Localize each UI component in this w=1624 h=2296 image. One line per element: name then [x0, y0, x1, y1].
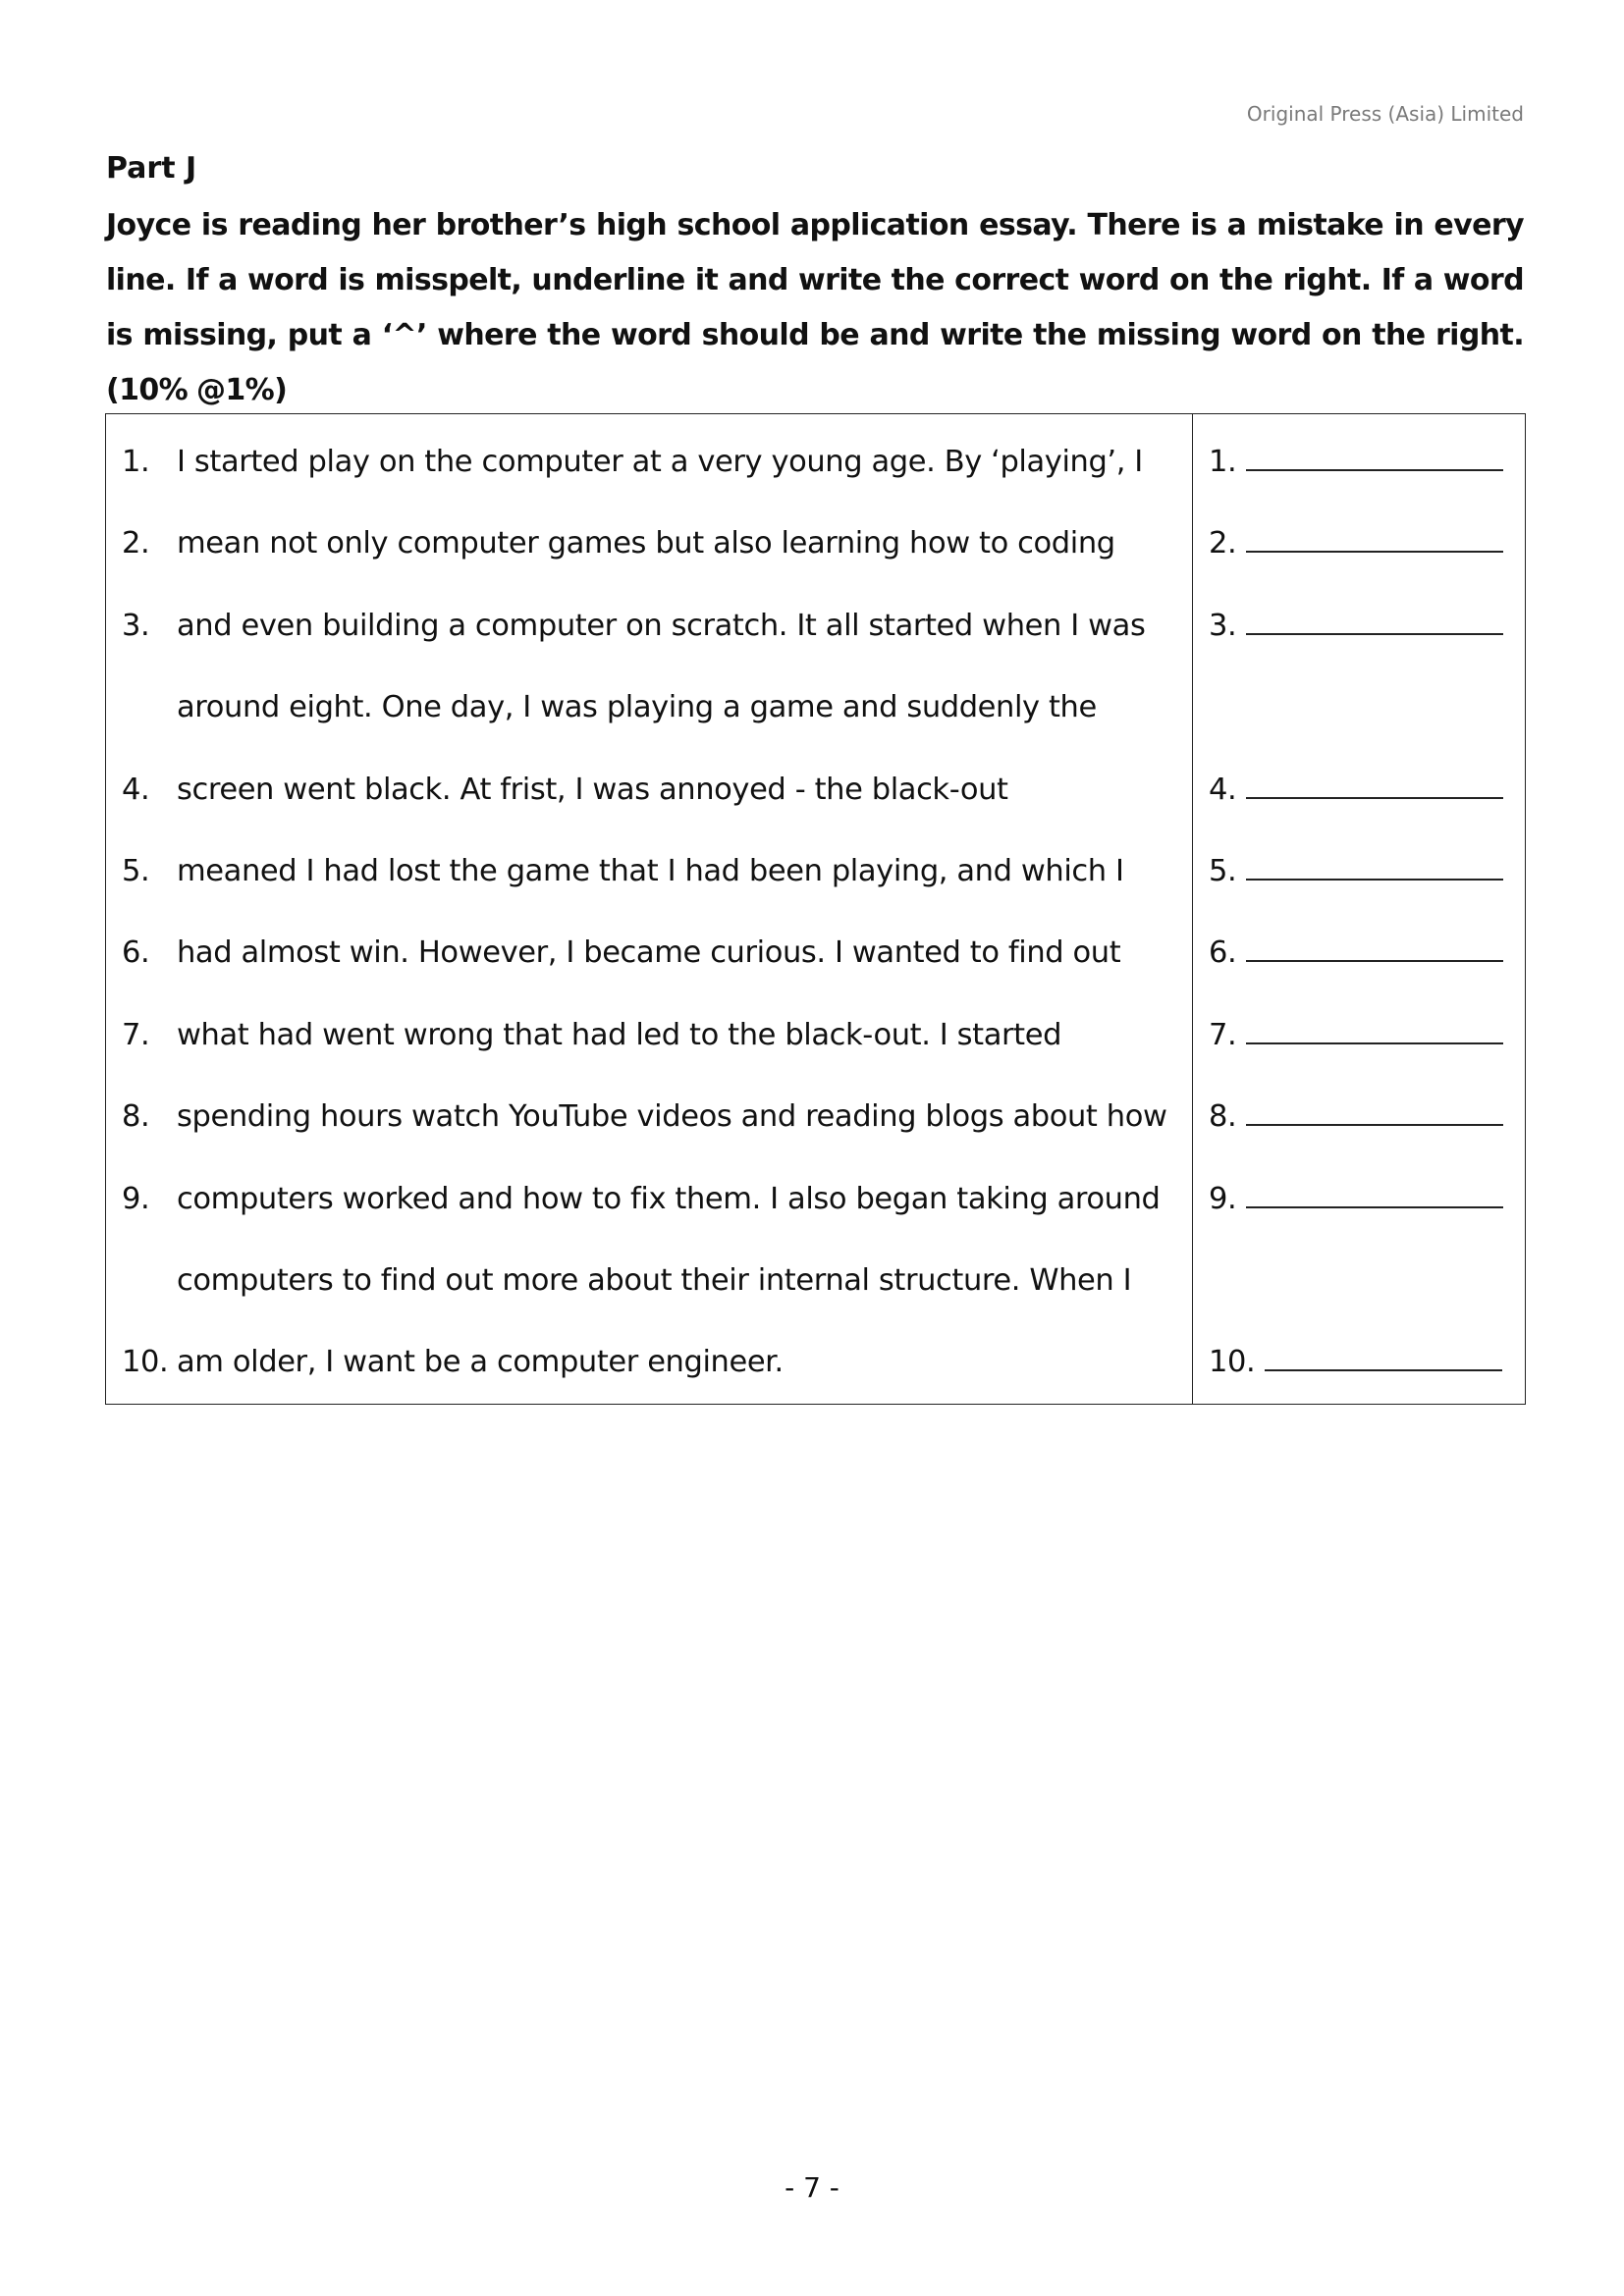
- line-number: 10.: [122, 1345, 169, 1380]
- essay-line: [106, 1240, 1192, 1321]
- answer-number: 7.: [1209, 1017, 1237, 1052]
- answer-blank[interactable]: [1265, 1346, 1502, 1371]
- answer-number: 1.: [1209, 445, 1237, 479]
- essay-line: [106, 830, 1192, 912]
- essay-line: [106, 421, 1192, 503]
- answer-blank[interactable]: [1246, 1183, 1503, 1208]
- answer-line: [1193, 421, 1525, 503]
- answer-number: 10.: [1209, 1345, 1256, 1380]
- line-text: around eight. One day, I was playing a game and suddenly the: [177, 690, 1097, 725]
- answer-blank[interactable]: [1246, 1019, 1503, 1044]
- page-number: - 7 -: [785, 2171, 839, 2204]
- publisher-name: Original Press (Asia) Limited: [1246, 102, 1524, 126]
- line-number: 6.: [122, 935, 150, 971]
- answer-blank[interactable]: [1246, 936, 1503, 962]
- line-number: 8.: [122, 1099, 150, 1135]
- essay-line: [106, 667, 1192, 748]
- essay-line: [106, 749, 1192, 830]
- line-text: meaned I had lost the game that I had been playing, and which I: [177, 853, 1124, 888]
- answer-line: [1193, 749, 1525, 830]
- essay-line: [106, 585, 1192, 667]
- line-number: 2.: [122, 526, 150, 561]
- answer-number: 5.: [1209, 853, 1237, 888]
- essay-line: [106, 994, 1192, 1076]
- line-text: what had went wrong that had led to the black-out. I started: [177, 1017, 1062, 1052]
- line-text: am older, I want be a computer engineer.: [177, 1345, 784, 1380]
- answer-number: 4.: [1209, 772, 1237, 807]
- line-number: 4.: [122, 772, 150, 807]
- answer-line: [1193, 1158, 1525, 1240]
- answer-line: [1193, 994, 1525, 1076]
- answer-line: [1193, 503, 1525, 584]
- essay-lines: [106, 421, 1192, 1404]
- answer-lines: [1193, 421, 1525, 1404]
- essay-line: [106, 1321, 1192, 1403]
- line-text: spending hours watch YouTube videos and reading blogs about how: [177, 1099, 1167, 1135]
- line-text: and even building a computer on scratch. It all started when I was: [177, 608, 1146, 643]
- essay-line: [106, 912, 1192, 993]
- answer-number: 2.: [1209, 526, 1237, 561]
- part-title: Part J: [106, 151, 197, 186]
- line-text: had almost win. However, I became curious. I wanted to find out: [177, 935, 1121, 971]
- answer-blank[interactable]: [1246, 446, 1503, 471]
- answer-line: [1193, 830, 1525, 912]
- answer-line: [1193, 1076, 1525, 1157]
- line-text: mean not only computer games but also learning how to coding: [177, 526, 1115, 561]
- answer-column: [1193, 414, 1526, 1405]
- instructions: Joyce is reading her brother’s high school application essay. There is a mistake in every line. If a word is misspelt, underline it and write the correct word on the right. If a word is missing, put a ‘^’ where the word should be and write the missing word on the right. (10% @1%): [106, 208, 1524, 407]
- answer-line: [1193, 1321, 1525, 1403]
- line-text: screen went black. At frist, I was annoyed - the black-out: [177, 772, 1008, 807]
- line-text: I started play on the computer at a very young age. By ‘playing’, I: [177, 445, 1143, 479]
- answer-line: [1193, 667, 1525, 748]
- answer-line: [1193, 1240, 1525, 1321]
- answer-number: 6.: [1209, 935, 1237, 971]
- line-number: 3.: [122, 608, 150, 643]
- answer-blank[interactable]: [1246, 855, 1503, 881]
- answer-blank[interactable]: [1246, 610, 1503, 635]
- exercise-table: [105, 413, 1526, 1405]
- answer-line: [1193, 912, 1525, 993]
- line-number: 7.: [122, 1017, 150, 1052]
- line-text: computers to find out more about their internal structure. When I: [177, 1262, 1132, 1298]
- answer-blank[interactable]: [1246, 774, 1503, 799]
- line-number: 1.: [122, 445, 150, 479]
- essay-line: [106, 1076, 1192, 1157]
- answer-blank[interactable]: [1246, 527, 1503, 553]
- answer-number: 3.: [1209, 608, 1237, 643]
- essay-column: [106, 414, 1193, 1405]
- answer-blank[interactable]: [1246, 1100, 1503, 1126]
- essay-line: [106, 503, 1192, 584]
- answer-number: 9.: [1209, 1181, 1237, 1216]
- line-text: computers worked and how to fix them. I also began taking around: [177, 1181, 1161, 1216]
- line-number: 9.: [122, 1181, 150, 1216]
- line-number: 5.: [122, 853, 150, 888]
- answer-line: [1193, 585, 1525, 667]
- answer-number: 8.: [1209, 1099, 1237, 1135]
- essay-line: [106, 1158, 1192, 1240]
